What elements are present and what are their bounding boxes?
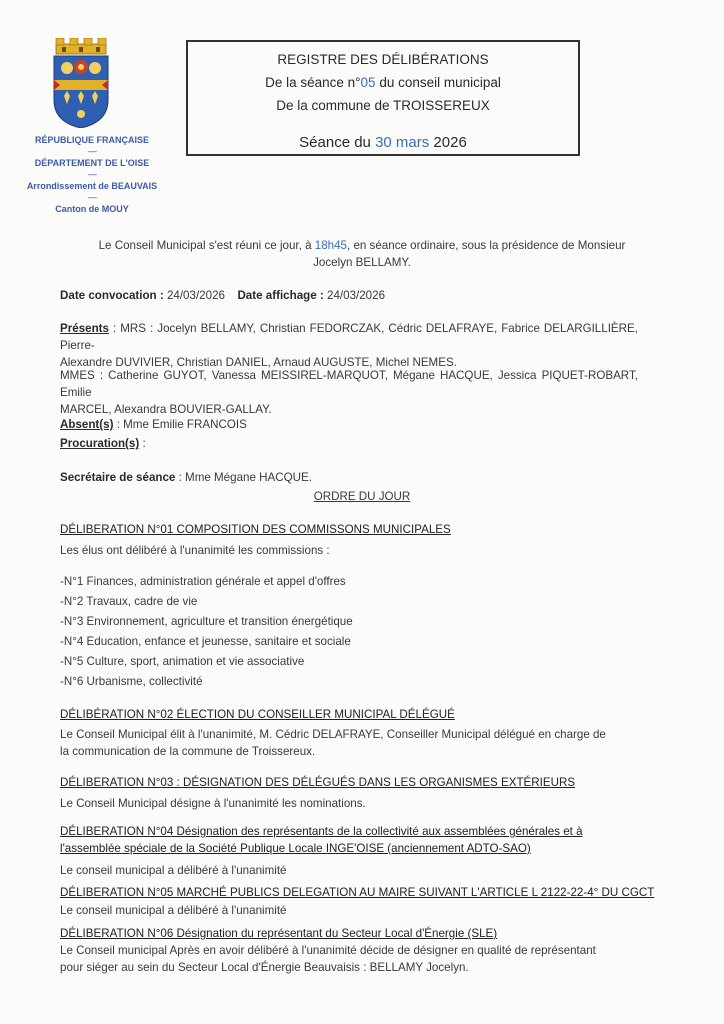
delib6-text: Le Conseil municipal Après en avoir délibéré à l'unanimité décide de désigner en qualité de représentant pour siéger au sein du Secteur Local d'Énergie Beauvaisis : BELLAMY Jocelyn. [60, 944, 596, 974]
delib4-title: DÉLIBERATION N°04 Désignation des représentants de la collectivité aux assemblées générales et à l'assemblée spéciale de la Société Publique Locale INGE'OISE (anciennement ADTO-SAO) [60, 825, 583, 855]
header-box [186, 40, 580, 156]
separator-dashes: ----- [87, 193, 97, 202]
republique-label: RÉPUBLIQUE FRANÇAISE [34, 135, 149, 145]
delib1-text: Les élus ont délibéré à l'unanimité les commissions : [60, 544, 330, 557]
arrondissement-label: Arrondissement de BEAUVAIS [26, 181, 158, 191]
delib5-title: DÉLIBERATION N°05 MARCHÉ PUBLICS DELEGATION AU MAIRE SUIVANT L'ARTICLE L 2122-22-4° DU CGCT [60, 886, 655, 899]
commission-item: -N°4 Education, enfance et jeunesse, sanitaire et sociale [60, 635, 351, 648]
commission-item: -N°2 Travaux, cadre de vie [60, 595, 198, 608]
delib3-text: Le Conseil Municipal désigne à l'unanimité les nominations. [60, 797, 366, 810]
commission-item: -N°6 Urbanisme, collectivité [60, 675, 203, 688]
delib4-text: Le conseil municipal a délibéré à l'unanimité [60, 864, 287, 877]
separator-dashes: ----- [87, 170, 97, 179]
presents-mrs: Présents : MRS : Jocelyn BELLAMY, Christian FEDORCZAK, Cédric DELAFRAYE, Fabrice DELARGILLIÈRE, Pierre- Alexandre DUVIVIER, Christian DANIEL, Arnaud AUGUSTE, Michel NEMES. [60, 322, 638, 369]
commission-item: -N°5 Culture, sport, animation et vie associative [60, 655, 305, 668]
delib6-title: DÉLIBERATION N°06 Désignation du représentant du Secteur Local d'Énergie (SLE) [60, 927, 498, 940]
intro-paragraph: Le Conseil Municipal s'est réuni ce jour, à 18h45, en séance ordinaire, sous la présidence de Monsieur Jocelyn BELLAMY. [98, 239, 626, 269]
commission-item: -N°1 Finances, administration générale et appel d'offres [60, 575, 346, 588]
departement-label: DÉPARTEMENT DE L'OISE [34, 158, 150, 168]
header-seance-date: Séance du 30 mars 2026 [299, 134, 467, 151]
delib1-title: DÉLIBERATION N°01 COMPOSITION DES COMMISSONS MUNICIPALES [60, 523, 451, 536]
separator-dashes: ----- [87, 147, 97, 156]
presents-mmes: MMES : Catherine GUYOT, Vanessa MEISSIREL-MARQUOT, Mégane HACQUE, Jessica PIQUET-ROBART, Emilie MARCEL, Alexandra BOUVIER-GALLAY. [60, 369, 638, 416]
procurations-line: Procuration(s) : [60, 437, 146, 450]
header-commune: De la commune de TROISSEREUX [276, 98, 490, 113]
ordre-du-jour-title: ORDRE DU JOUR [313, 490, 411, 503]
commission-item: -N°3 Environnement, agriculture et transition énergétique [60, 615, 353, 628]
delib3-title: DÉLIBERATION N°03 : DÉSIGNATION DES DÉLÉGUÉS DANS LES ORGANISMES EXTÉRIEURS [60, 776, 576, 789]
coat-of-arms-logo [50, 38, 112, 128]
delib2-text: Le Conseil Municipal élit à l'unanimité, M. Cédric DELAFRAYE, Conseiller Municipal délégué en charge de la communication de la commune de Troissereux. [60, 728, 606, 758]
delib5-text: Le conseil municipal a délibéré à l'unanimité [60, 904, 287, 917]
canton-label: Canton de MOUY [55, 204, 129, 214]
header-title: REGISTRE DES DÉLIBÉRATIONS [277, 52, 489, 67]
secretaire-line: Secrétaire de séance : Mme Mégane HACQUE. [60, 471, 312, 484]
absents-line: Absent(s) : Mme Emilie FRANCOIS [60, 418, 247, 431]
dates-line: Date convocation : 24/03/2026 Date affichage : 24/03/2026 [60, 289, 386, 302]
header-seance-number: De la séance n°05 du conseil municipal [265, 75, 501, 90]
delib2-title: DÉLIBÉRATION N°02 ÉLECTION DU CONSEILLER MUNICIPAL DÉLÉGUÉ [60, 708, 455, 721]
